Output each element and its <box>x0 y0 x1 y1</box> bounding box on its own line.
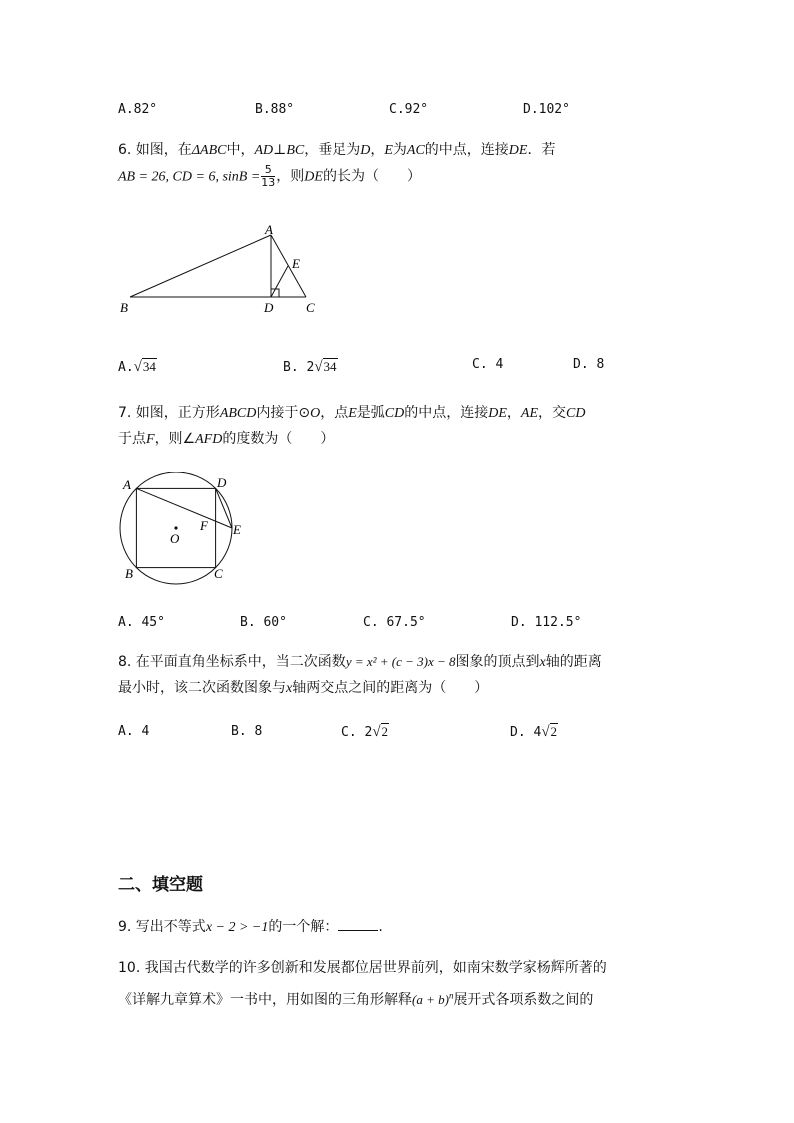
center-point-o <box>174 526 177 529</box>
label-e: E <box>292 256 300 271</box>
q10-stem-line1: 10. 我国古代数学的许多创新和发展都位居世界前列，如南宋数学家杨辉所著的 <box>118 960 607 976</box>
q6-option-c[interactable]: C. 4 <box>472 357 504 372</box>
q5-option-c[interactable]: C.92° <box>389 102 429 117</box>
label-b: B <box>125 566 133 581</box>
q7-option-a[interactable]: A. 45° <box>118 615 165 630</box>
label-o: O <box>170 531 180 546</box>
q7-option-c[interactable]: C. 67.5° <box>363 615 426 630</box>
section-title: 二、填空题 <box>118 875 203 895</box>
q8-option-b[interactable]: B. 8 <box>231 724 263 739</box>
q8-option-d[interactable]: D. 4√2 <box>510 724 558 740</box>
q9-stem: 9. 写出不等式x − 2 > −1的一个解： . <box>118 919 383 935</box>
q7-stem-line1: 7. 如图，正方形ABCD内接于⊙O，点E是弧CD的中点，连接DE，AE，交CD <box>118 405 586 421</box>
label-b: B <box>120 300 128 315</box>
q5-option-d[interactable]: D.102° <box>523 102 570 117</box>
q6-option-a[interactable]: A.√34 <box>118 359 156 375</box>
fraction-5-13: $\frac{5}{13}$ <box>261 163 276 189</box>
label-a: A <box>123 477 131 492</box>
label-d: D <box>264 300 274 315</box>
q6-stem-line2: AB = 26, CD = 6, sinB = $\frac{5}{13}$ ，则DE的长为（ ） <box>118 163 421 189</box>
label-f: F <box>200 518 208 533</box>
q7-stem-line2: 于点F，则∠AFD的度数为（ ） <box>118 431 335 447</box>
segment-ba <box>130 235 271 297</box>
q5-option-b[interactable]: B.88° <box>255 102 295 117</box>
q7-option-d[interactable]: D. 112.5° <box>511 615 582 630</box>
q6-stem-line1: 6. 如图，在ΔABC中，AD⊥BC，垂足为D，E为AC的中点，连接DE．若 <box>118 142 556 158</box>
label-c: C <box>214 566 223 581</box>
q8-stem-line2: 最小时，该二次函数图象与x轴两交点之间的距离为（ ） <box>118 680 489 696</box>
q8-stem-line1: 8. 在平面直角坐标系中，当二次函数y = x² + (c − 3)x − 8图象的顶点到x轴的距离 <box>118 654 602 670</box>
label-a: A <box>265 222 273 237</box>
label-e: E <box>233 522 241 537</box>
q6-option-b[interactable]: B. 2√34 <box>283 359 337 375</box>
q7-option-b[interactable]: B. 60° <box>240 615 287 630</box>
q7-circle-figure <box>112 472 252 587</box>
q6-triangle-figure <box>110 220 330 320</box>
label-d: D <box>217 475 227 490</box>
q10-stem-line2: 《详解九章算术》一书中，用如图的三角形解释$(a + b)^n$展开式各项系数之间的 <box>118 990 594 1008</box>
q8-option-a[interactable]: A. 4 <box>118 724 150 739</box>
q5-option-a[interactable]: A.82° <box>118 102 158 117</box>
q8-option-c[interactable]: C. 2√2 <box>341 724 389 740</box>
answer-blank[interactable] <box>338 918 378 931</box>
label-c: C <box>306 300 315 315</box>
q6-option-d[interactable]: D. 8 <box>573 357 605 372</box>
